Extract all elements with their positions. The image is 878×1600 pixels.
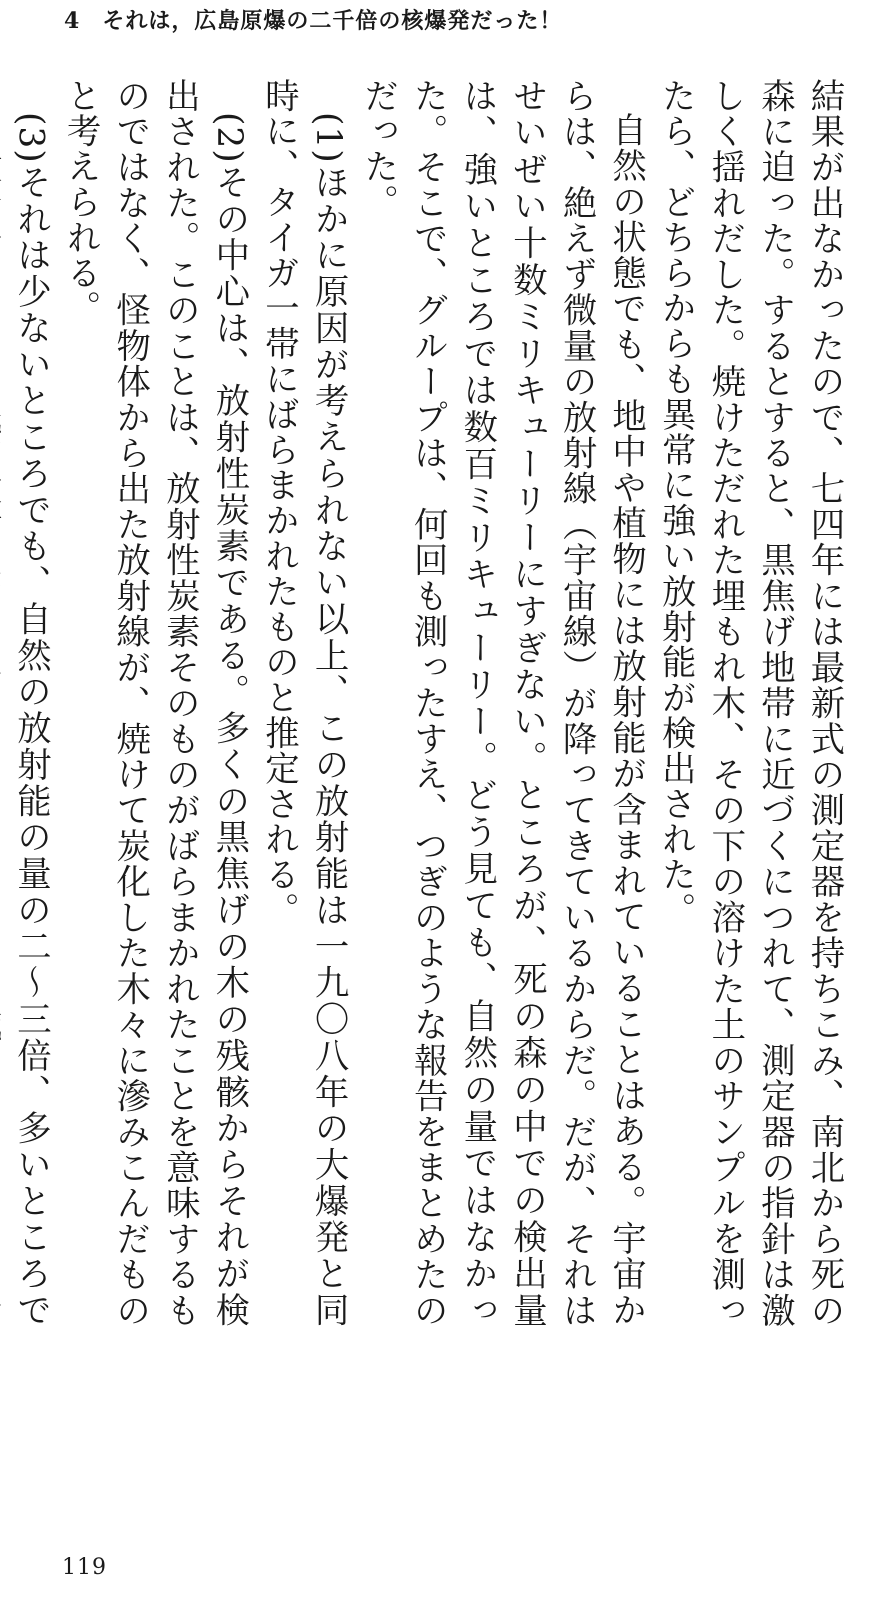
chapter-title: それは，広島原爆の二千倍の核爆発だった！ (102, 8, 563, 34)
paragraph: 自然の状態でも、地中や植物には放射能が含まれていることはある。宇宙からは、絶えず微量の放射線（宇宙線）が降ってきているからだ。だが、それはせいぜい十数ミリキューリーにすぎない。ところが、死の森の中での検出量は、強いところでは数百ミリキューリー。どう見ても、自然の量ではなかった。そこで、グループは、何回も測ったすえ、つぎのような報告をまとめたのだった。 (357, 78, 646, 1328)
paragraph: (1)ほかに原因が考えられない以上、この放射能は一九〇八年の大爆発と同時に、タイガ一帯にばらまかれたものと推定される。 (258, 78, 349, 1328)
paragraph: (3)それは少ないところでも、自然の放射能の量の二〜三倍、多いところで (10, 112, 51, 1328)
running-head (64, 10, 562, 32)
paragraph: 結果が出なかったので、七四年には最新式の測定器を持ちこみ、南北から死の森に迫った。するとすると、黒焦げ地帯に近づくにつれて、測定器の指針は激しく揺れだした。焼けただれた埋もれ木、その下の溶けた土のサンプルを測ったら、どちらからも異常に強い放射能が検出された。 (655, 78, 844, 1328)
vertical-text-body (0, 78, 848, 1328)
paragraph: (2)その中心は、放射性炭素である。多くの黒焦げの木の残骸からそれが検出された。このことは、放射性炭素そのものがばらまかれたことを意味するものではなく、怪物体から出た放射線が、焼けて炭化した木々に滲みこんだものと考えられる。 (60, 78, 249, 1328)
chapter-number: 4 (64, 8, 81, 34)
page-number: 119 (62, 1555, 107, 1580)
